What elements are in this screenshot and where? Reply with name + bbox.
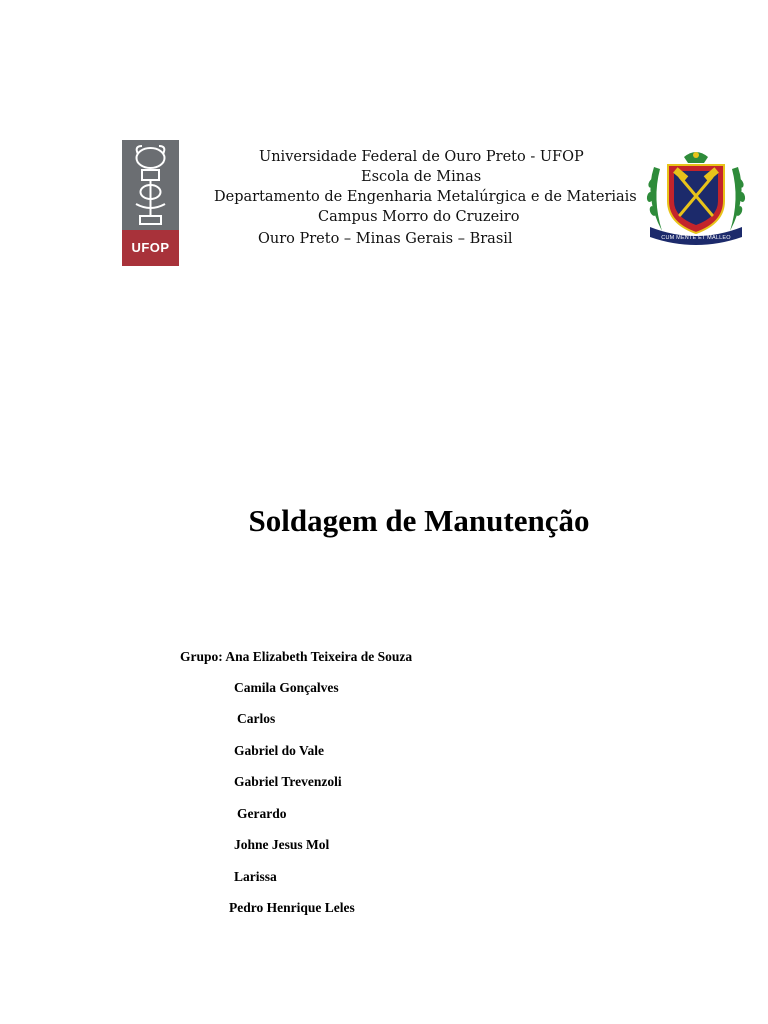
group-member: Ana Elizabeth Teixeira de Souza — [225, 649, 413, 664]
group-member: Pedro Henrique Leles — [229, 900, 355, 915]
school-name: Escola de Minas — [361, 169, 482, 185]
group-member: Gabriel Trevenzoli — [234, 774, 342, 789]
campus-name: Campus Morro do Cruzeiro — [318, 209, 520, 225]
ufop-wordmark: UFOP — [131, 240, 170, 255]
escola-de-minas-crest-icon — [640, 147, 752, 253]
group-member: Gabriel do Vale — [234, 743, 325, 758]
university-name: Universidade Federal de Ouro Preto - UFOP — [259, 149, 584, 165]
document-title: Soldagem de Manutenção — [248, 503, 590, 538]
group-member: Larissa — [234, 869, 277, 884]
group-label: Grupo: — [180, 649, 223, 664]
crest-motto: CUM MENTE ET MALLEO — [661, 235, 731, 241]
department-name: Departamento de Engenharia Metalúrgica e de Materiais — [214, 189, 637, 205]
ufop-ornament-icon — [122, 140, 179, 230]
group-member: Camila Gonçalves — [234, 680, 339, 695]
group-member: Carlos — [237, 711, 276, 726]
group-first-row — [180, 649, 412, 665]
ufop-logo — [122, 140, 179, 266]
group-member: Johne Jesus Mol — [234, 837, 330, 852]
location: Ouro Preto – Minas Gerais – Brasil — [258, 231, 513, 247]
group-member: Gerardo — [237, 806, 287, 821]
